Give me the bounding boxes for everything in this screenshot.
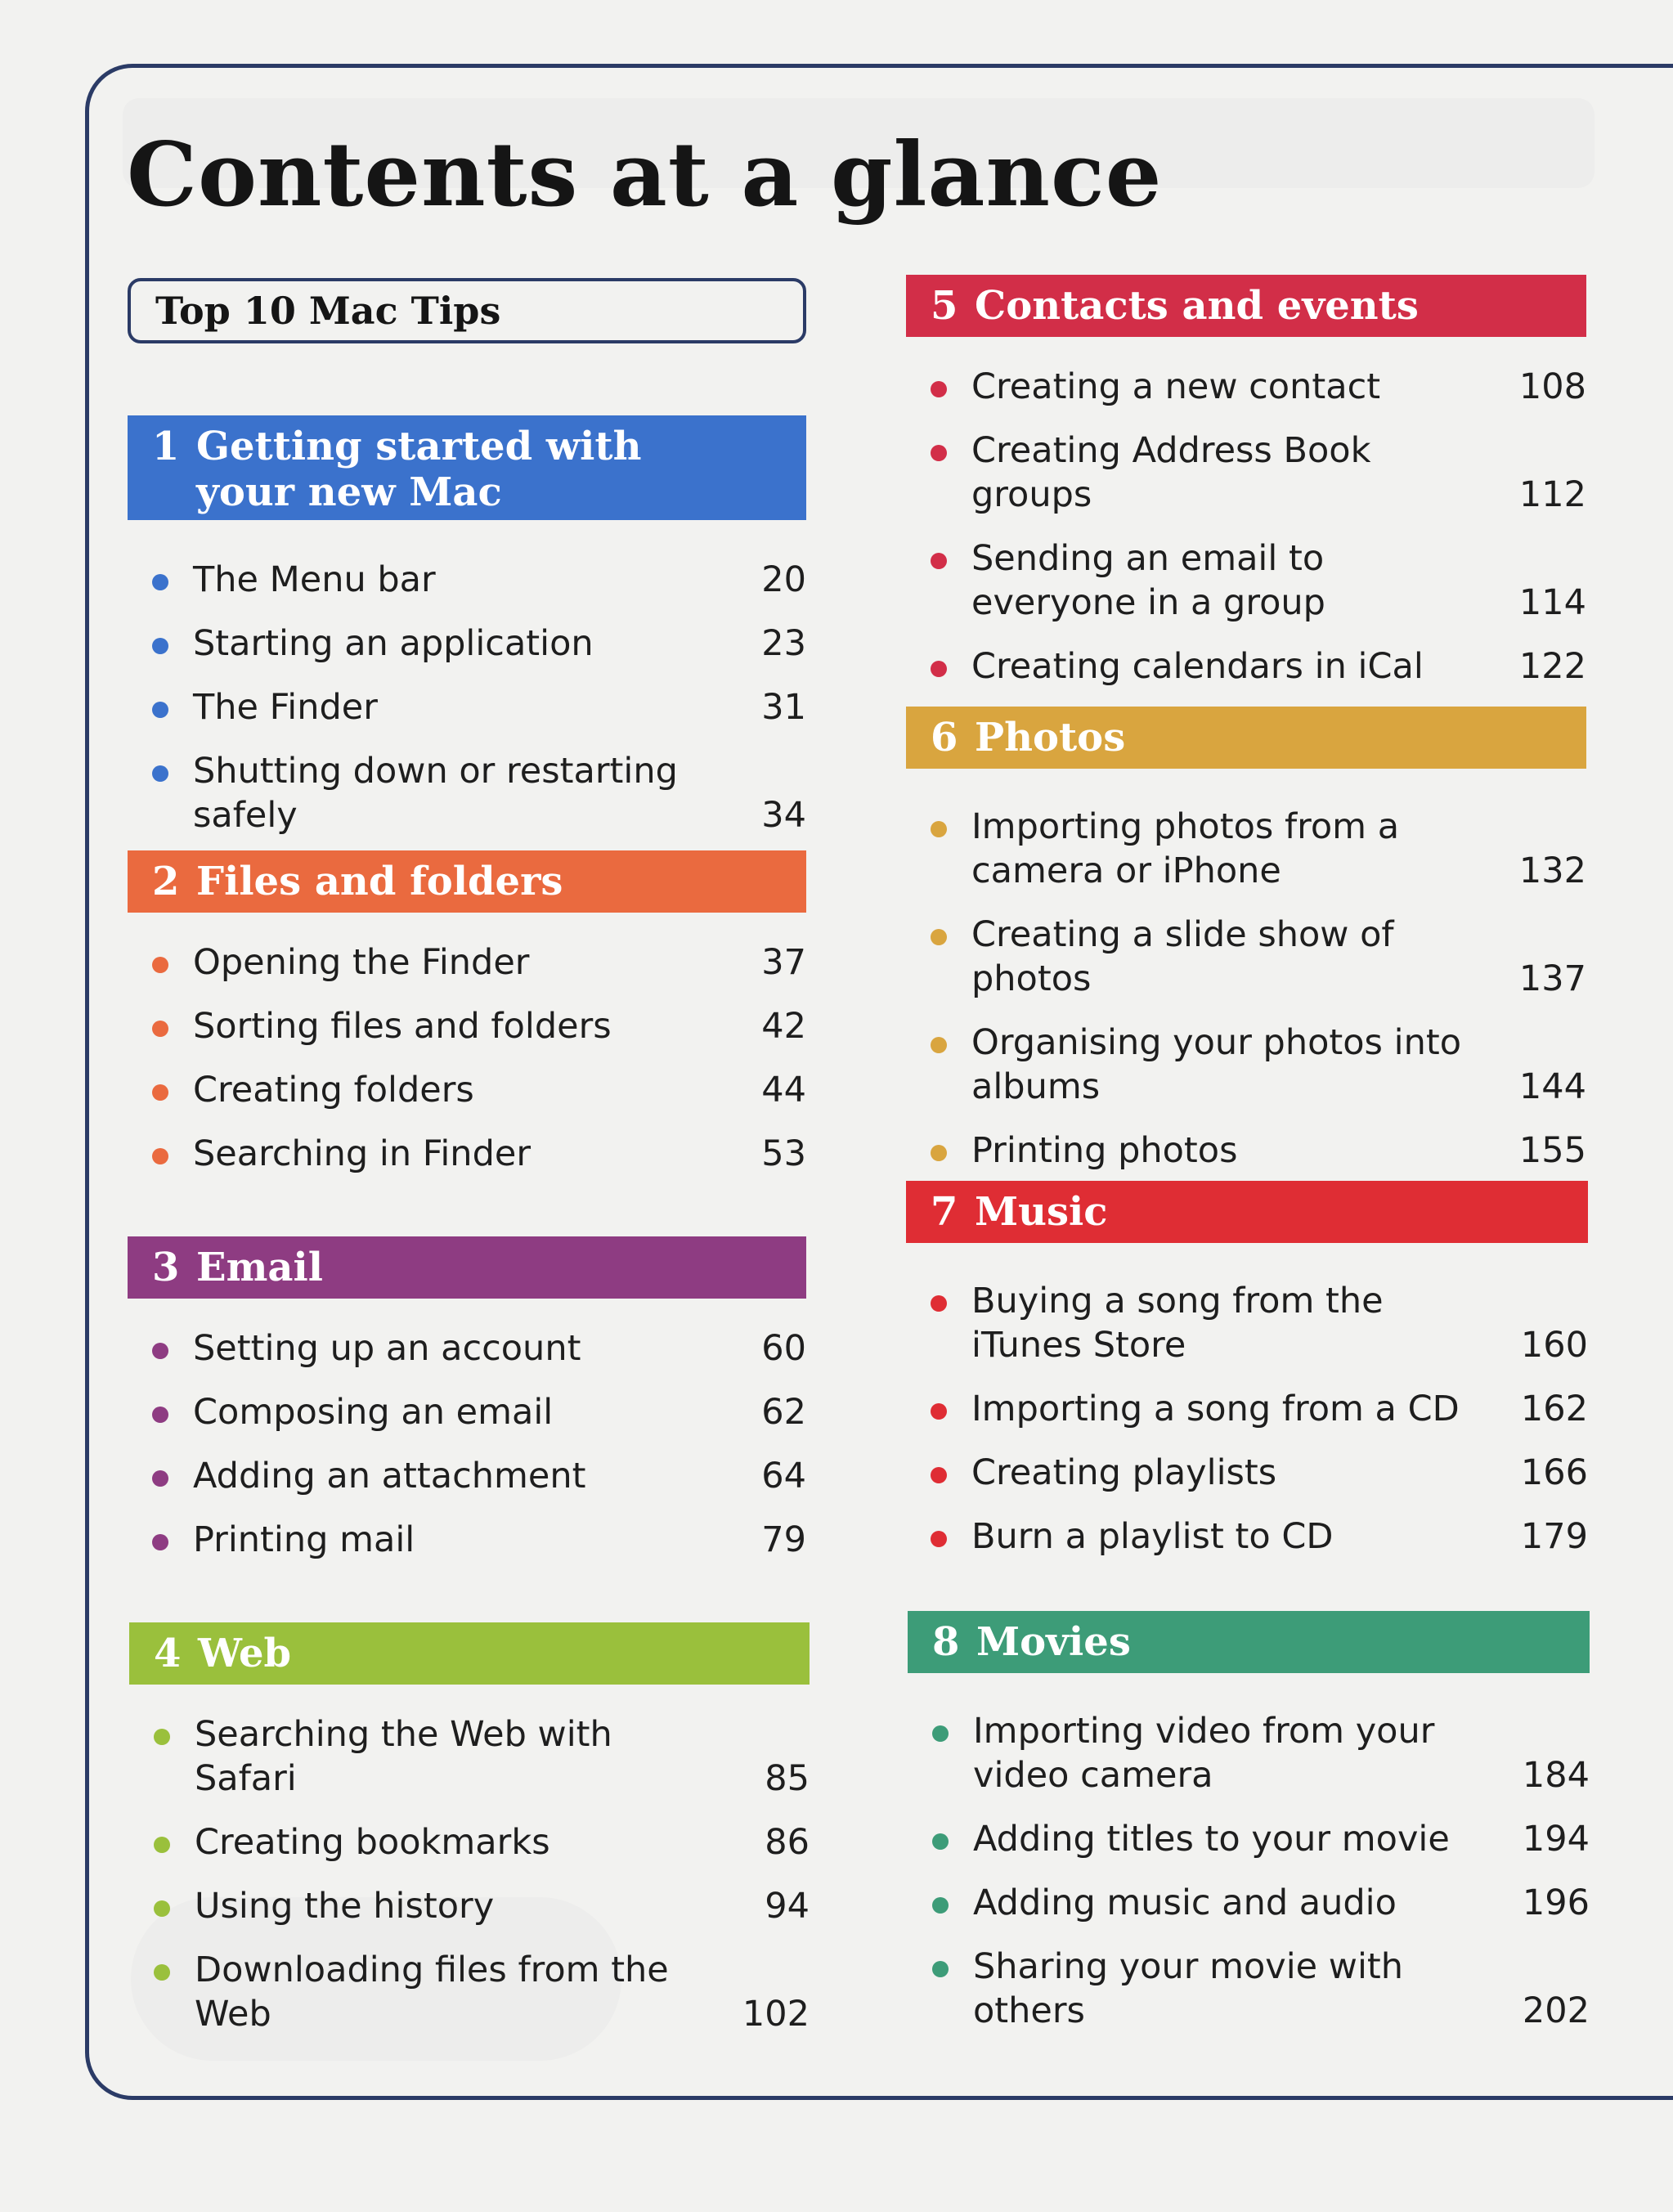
list-item[interactable] [128, 1454, 806, 1498]
list-item[interactable] [128, 749, 806, 837]
list-item[interactable] [128, 1068, 806, 1112]
section-items [128, 558, 806, 837]
item-label: Shutting down or restarting safely [193, 751, 678, 836]
page-number: 23 [761, 623, 806, 664]
list-item[interactable] [129, 1712, 810, 1801]
list-item[interactable] [906, 536, 1586, 625]
page-number: 132 [1518, 850, 1586, 891]
section-files-folders [128, 850, 806, 1176]
section-number: 6 [931, 715, 958, 761]
section-email [128, 1236, 806, 1562]
page-number: 60 [761, 1328, 806, 1369]
page-number: 137 [1518, 958, 1586, 999]
item-label: Sending an email to everyone in a group [971, 538, 1325, 623]
section-items [129, 1712, 810, 2036]
page-number: 102 [742, 1994, 810, 2035]
item-label: Printing photos [971, 1130, 1238, 1171]
item-label: Organising your photos into albums [971, 1022, 1461, 1107]
bullet-icon [152, 765, 168, 782]
bullet-icon [931, 1403, 947, 1420]
item-label: Searching the Web with Safari [195, 1714, 612, 1799]
bullet-icon [154, 1900, 170, 1917]
section-title: Files and folders [196, 859, 563, 904]
page-number: 53 [761, 1133, 806, 1174]
list-item[interactable] [128, 1132, 806, 1176]
bullet-icon [931, 553, 947, 569]
item-label: Creating calendars in iCal [971, 646, 1424, 687]
section-header[interactable] [128, 1236, 806, 1299]
section-header[interactable] [906, 1181, 1588, 1243]
section-photos [906, 707, 1586, 1173]
page-number: 162 [1520, 1389, 1588, 1429]
bullet-icon [152, 957, 168, 973]
list-item[interactable] [906, 1128, 1586, 1173]
list-item[interactable] [129, 1820, 810, 1864]
list-item[interactable] [906, 1387, 1588, 1431]
section-number: 8 [932, 1619, 960, 1665]
page-number: 79 [761, 1519, 806, 1560]
list-item[interactable] [908, 1817, 1590, 1861]
item-label: Adding music and audio [973, 1882, 1397, 1923]
page-number: 144 [1518, 1066, 1586, 1107]
list-item[interactable] [906, 365, 1586, 409]
item-label: Creating a slide show of photos [971, 914, 1394, 999]
bullet-icon [931, 1295, 947, 1312]
list-item[interactable] [906, 1279, 1588, 1367]
item-label: Burn a playlist to CD [971, 1516, 1334, 1557]
item-label: Starting an application [193, 623, 594, 664]
item-label: Creating playlists [971, 1452, 1277, 1493]
page-number: 196 [1522, 1882, 1590, 1923]
item-label: The Menu bar [193, 559, 436, 600]
bullet-icon [931, 821, 947, 837]
section-items [906, 1279, 1588, 1559]
section-header[interactable] [128, 415, 806, 520]
section-header[interactable] [128, 850, 806, 913]
bullet-icon [931, 1531, 947, 1547]
list-item[interactable] [128, 685, 806, 729]
list-item[interactable] [906, 428, 1586, 517]
bullet-icon [152, 1407, 168, 1423]
bullet-icon [152, 1148, 168, 1164]
page-number: 37 [761, 942, 806, 983]
page-number: 64 [761, 1456, 806, 1496]
section-number: 7 [931, 1189, 958, 1235]
section-number: 1 [152, 424, 180, 469]
list-item[interactable] [128, 621, 806, 666]
item-label: Setting up an account [193, 1328, 581, 1369]
page-number: 62 [761, 1392, 806, 1433]
item-label: Creating a new contact [971, 366, 1381, 407]
section-title: Movies [976, 1619, 1131, 1665]
list-item[interactable] [128, 1326, 806, 1371]
item-label: Sorting files and folders [193, 1006, 612, 1047]
bullet-icon [152, 1343, 168, 1359]
page-number: 108 [1518, 366, 1586, 407]
section-title: Photos [975, 715, 1126, 761]
section-getting-started [128, 415, 806, 837]
bullet-icon [932, 1725, 949, 1742]
list-item[interactable] [908, 1709, 1590, 1797]
page-title: Contents at a glance [127, 123, 1163, 227]
page-number: 166 [1520, 1452, 1588, 1493]
page-number: 34 [761, 795, 806, 836]
item-label: The Finder [193, 687, 378, 728]
section-items [908, 1709, 1590, 2033]
bullet-icon [152, 1470, 168, 1487]
section-header[interactable] [908, 1611, 1590, 1673]
bullet-icon [154, 1964, 170, 1981]
section-movies [908, 1611, 1590, 2033]
list-item[interactable] [906, 1451, 1588, 1495]
bullet-icon [932, 1897, 949, 1914]
bullet-icon [152, 1084, 168, 1101]
bullet-icon [932, 1833, 949, 1850]
section-items [128, 940, 806, 1176]
page-number: 202 [1522, 1990, 1590, 2031]
page-number: 31 [761, 687, 806, 728]
section-title: Web [198, 1631, 292, 1676]
item-label: Adding titles to your movie [973, 1819, 1450, 1860]
list-item[interactable] [908, 1945, 1590, 2033]
item-label: Creating folders [193, 1070, 474, 1110]
section-header[interactable] [129, 1622, 810, 1685]
section-title: Music [975, 1189, 1108, 1235]
page-number: 114 [1518, 582, 1586, 623]
bullet-icon [152, 1534, 168, 1550]
section-number: 3 [152, 1245, 180, 1290]
item-label: Importing a song from a CD [971, 1389, 1460, 1429]
item-label: Creating Address Book groups [971, 430, 1371, 515]
section-items [128, 1326, 806, 1562]
section-items [906, 805, 1586, 1173]
section-number: 2 [152, 859, 180, 904]
page-number: 122 [1518, 646, 1586, 687]
page-number: 184 [1522, 1755, 1590, 1796]
page-number: 94 [765, 1886, 810, 1927]
top-tips-box[interactable]: Top 10 Mac Tips [128, 278, 806, 343]
item-label: Printing mail [193, 1519, 415, 1560]
page-number: 44 [761, 1070, 806, 1110]
item-label: Importing photos from a camera or iPhone [971, 806, 1400, 891]
list-item[interactable] [906, 913, 1586, 1001]
item-label: Composing an email [193, 1392, 554, 1433]
list-item[interactable] [128, 1390, 806, 1434]
list-item[interactable] [906, 805, 1586, 893]
bullet-icon [152, 638, 168, 654]
page-number: 112 [1518, 474, 1586, 515]
bullet-icon [931, 445, 947, 461]
item-label: Sharing your movie with others [973, 1946, 1404, 2031]
section-header[interactable] [906, 707, 1586, 769]
list-item[interactable] [129, 1948, 810, 2036]
list-item[interactable] [128, 1518, 806, 1562]
list-item[interactable] [906, 1514, 1588, 1559]
bullet-icon [152, 574, 168, 590]
list-item[interactable] [128, 558, 806, 602]
section-number: 5 [931, 283, 958, 329]
bullet-icon [931, 1037, 947, 1053]
section-web [129, 1622, 810, 2036]
bullet-icon [154, 1837, 170, 1853]
section-header[interactable] [906, 275, 1586, 337]
item-label: Buying a song from the iTunes Store [971, 1281, 1384, 1366]
page-number: 20 [761, 559, 806, 600]
list-item[interactable] [906, 1021, 1586, 1109]
page-number: 85 [765, 1758, 810, 1799]
page-number: 86 [765, 1822, 810, 1863]
page-number: 42 [761, 1006, 806, 1047]
page-number: 155 [1518, 1130, 1586, 1171]
list-item[interactable] [908, 1881, 1590, 1925]
section-title: Getting started with your new Mac [196, 424, 642, 515]
page-number: 179 [1520, 1516, 1588, 1557]
item-label: Using the history [195, 1886, 495, 1927]
item-label: Importing video from your video camera [973, 1711, 1435, 1796]
bullet-icon [931, 381, 947, 397]
bullet-icon [154, 1729, 170, 1745]
list-item[interactable] [906, 644, 1586, 689]
bullet-icon [931, 929, 947, 945]
list-item[interactable] [128, 940, 806, 985]
section-contacts-events [906, 275, 1586, 689]
bullet-icon [932, 1961, 949, 1977]
bullet-icon [931, 1145, 947, 1161]
item-label: Opening the Finder [193, 942, 530, 983]
section-items [906, 365, 1586, 689]
page-number: 194 [1522, 1819, 1590, 1860]
bullet-icon [152, 1021, 168, 1037]
item-label: Creating bookmarks [195, 1822, 550, 1863]
bullet-icon [931, 1467, 947, 1483]
item-label: Downloading files from the Web [195, 1950, 669, 2035]
section-title: Email [196, 1245, 323, 1290]
section-title: Contacts and events [975, 283, 1419, 329]
section-music [906, 1181, 1588, 1559]
item-label: Searching in Finder [193, 1133, 531, 1174]
item-label: Adding an attachment [193, 1456, 586, 1496]
bullet-icon [152, 702, 168, 718]
list-item[interactable] [129, 1884, 810, 1928]
page-number: 160 [1520, 1325, 1588, 1366]
bullet-icon [931, 661, 947, 677]
section-number: 4 [154, 1631, 182, 1676]
list-item[interactable] [128, 1004, 806, 1048]
